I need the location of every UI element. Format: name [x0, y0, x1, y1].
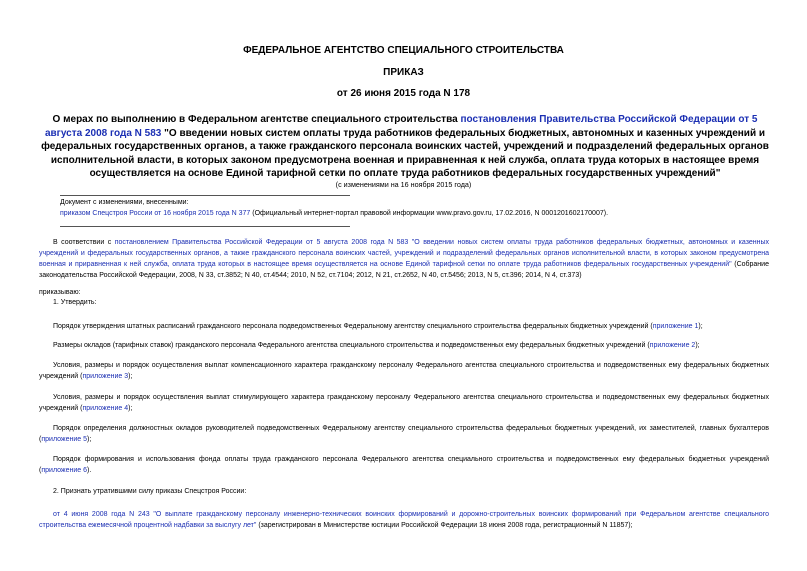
revision-note: (с изменениями на 16 ноября 2015 года) — [335, 180, 472, 189]
appendix-4-link[interactable]: приложение 4 — [82, 405, 129, 412]
approval-text: Размеры окладов (тарифных ставок) гражданского персонала Федерального агентства специального строительства и подведомственных ему федеральных бюджетных учреждений ( — [53, 342, 650, 349]
repealed-order-registration: (зарегистрирован в Министерстве юстиции Российской Федерации 18 июня 2008 года, регистрационный N 11857); — [256, 522, 633, 529]
changes-source: (Официальный интернет-портал правовой информации www.pravo.gov.ru, 17.02.2016, N 0001201602170007). — [250, 210, 609, 217]
repealed-order — [39, 509, 769, 531]
appendix-2-link[interactable]: приложение 2 — [649, 342, 696, 349]
changes-label: Документ с изменениями, внесенными: — [60, 199, 189, 206]
title-suffix: "О введении новых систем оплаты труда работников федеральных бюджетных, автономных и казенных учреждений и федеральных государственных органов, а также гражданского персонала воинских частей, учреждений и подразделений федеральных органов исполнительной власти, в которых законом предусмотрена военная и приравненная к ней служба, оплата труда которых в настоящее время осуществляется на основе Единой тарифной сетки по оплате труда работников федеральных государственных учреждений" — [41, 127, 769, 179]
changes-bottom-rule — [60, 226, 350, 227]
document-type: ПРИКАЗ — [383, 67, 424, 78]
approval-end: ); — [698, 323, 703, 330]
appendix-3-link[interactable]: приложение 3 — [82, 373, 129, 380]
approval-text: Порядок определения должностных окладов руководителей подведомственных Федеральному агентству специального строительства федеральных бюджетных учреждений, их заместителей, главных бухгалтеров ( — [39, 425, 769, 443]
approval-item — [39, 360, 769, 382]
approval-item — [39, 392, 769, 414]
approval-text: Порядок утверждения штатных расписаний гражданского персонала подведомственных Федеральному агентству специального строительства федеральных бюджетных учреждений ( — [53, 323, 653, 330]
approval-item — [39, 423, 769, 445]
approval-item — [39, 321, 769, 332]
item-2-heading: 2. Признать утратившими силу приказы Спецстроя России: — [53, 488, 247, 495]
item-1-heading: 1. Утвердить: — [53, 299, 97, 306]
title-decree-link[interactable]: постановления Правительства Российской Федерации от 5 августа 2008 года N 583 — [44, 114, 758, 139]
agency-name: ФЕДЕРАЛЬНОЕ АГЕНТСТВО СПЕЦИАЛЬНОГО СТРОИТЕЛЬСТВА — [243, 45, 564, 56]
preamble-prefix: В соответствии с — [53, 239, 115, 246]
changes-order-link[interactable]: приказом Спецстроя России от 16 ноября 2015 года N 377 — [60, 210, 251, 217]
approval-item — [39, 454, 769, 476]
title-prefix: О мерах по выполнению в Федеральном агентстве специального строительства — [52, 114, 461, 125]
document-title — [40, 113, 770, 181]
appendix-1-link[interactable]: приложение 1 — [652, 323, 699, 330]
document-date-number: от 26 июня 2015 года N 178 — [336, 88, 471, 99]
preamble-paragraph — [39, 237, 769, 281]
approval-end: ); — [128, 373, 133, 380]
approval-text: Условия, размеры и порядок осуществления выплат стимулирующего характера гражданскому персоналу Федерального агентства специального строительства и подведомственных ему федеральных бюджетных учреждений ( — [39, 394, 769, 412]
changes-top-rule — [60, 195, 350, 196]
approval-end: ); — [87, 436, 92, 443]
repealed-order-link[interactable]: от 4 июня 2008 года N 243 "О выплате гражданскому персоналу инженерно-технических воинских формирований и дорожно-строительных воинских формирований при Федеральном агентстве специального строительства ежемесячной процентной надбавки за выслугу лет" — [39, 511, 769, 529]
appendix-5-link[interactable]: приложение 5 — [41, 436, 87, 443]
preamble-suffix: (Собрание законодательства Российской Федерации, 2008, N 33, ст.3852; N 40, ст.4544; 2010, N 52, ст.7104; 2012, N 21, ст.2652, N 40, ст.5456; 2013, N 5, ст.396; 2014, N 4, ст.373) — [39, 261, 769, 279]
approval-end: ). — [87, 467, 92, 474]
approval-text: Условия, размеры и порядок осуществления выплат компенсационного характера гражданскому персоналу Федерального агентства специального строительства и подведомственных ему федеральных бюджетных учреждений ( — [39, 362, 769, 380]
approval-end: ); — [695, 342, 700, 349]
approval-item — [39, 340, 769, 351]
order-word: приказываю: — [39, 289, 81, 296]
appendix-6-link[interactable]: приложение 6 — [41, 467, 87, 474]
changes-entry — [60, 210, 608, 217]
approval-end: ); — [128, 405, 133, 412]
preamble-decree-link[interactable]: постановлением Правительства Российской Федерации от 5 августа 2008 года N 583 "О введении новых систем оплаты труда работников федеральных бюджетных, автономных и казенных учреждений и федеральных государственных органов, а также гражданского персонала воинских частей, учреждений и подразделений федеральных органов исполнительной власти, в которых законом предусмотрена военная и приравненная к ней служба, оплата труда которых в настоящее время осуществляется на основе Единой тарифной сетки по оплате труда работников федеральных государственных учреждений" — [39, 239, 769, 268]
approval-text: Порядок формирования и использования фонда оплаты труда гражданского персонала Федерального агентства специального строительства и подведомственных ему федеральных бюджетных учреждений ( — [39, 456, 769, 474]
